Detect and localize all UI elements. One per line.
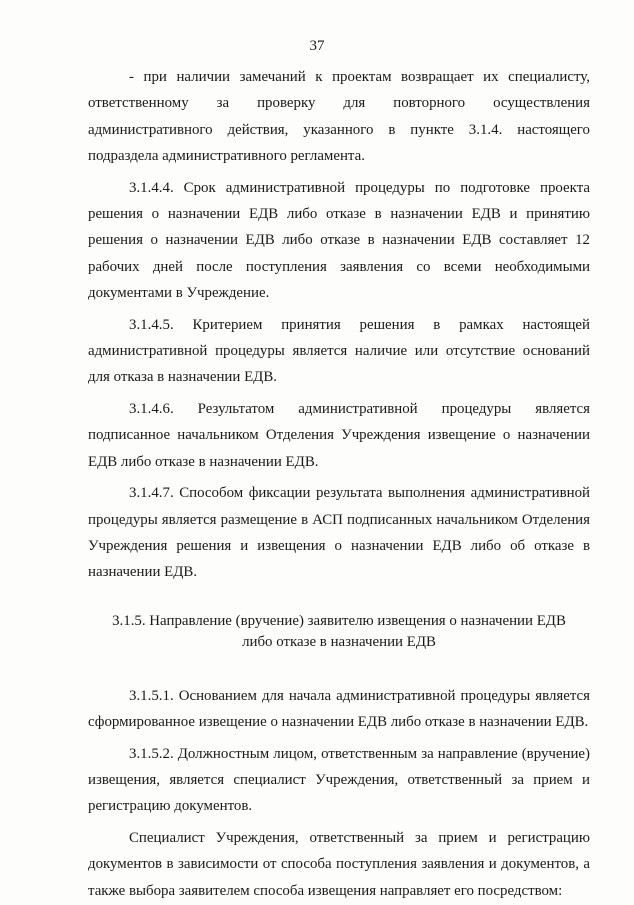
paragraph-3-1-5-1: 3.1.5.1. Основанием для начала административной процедуры является сформированное извещение о назначении ЕДВ либо отказе в назначении ЕДВ.	[88, 687, 590, 731]
paragraph-3-1-4-5: 3.1.4.5. Критерием принятия решения в рамках настоящей административной процедуры является наличие или отсутствие оснований для отказа в назначении ЕДВ.	[88, 316, 590, 386]
paragraph-3-1-4-7: 3.1.4.7. Способом фиксации результата выполнения административной процедуры является размещение в АСП подписанных начальником Отделения Учреждения решения и извещения о назначении ЕДВ либо об отказе в назначении ЕДВ.	[88, 485, 590, 581]
paragraph-3-1-4-6: 3.1.4.6. Результатом административной процедуры является подписанное начальником Отделения Учреждения извещение о назначении ЕДВ либо отказе в назначении ЕДВ.	[88, 400, 590, 470]
paragraph-3-1-4-4: 3.1.4.4. Срок административной процедуры по подготовке проекта решения о назначении ЕДВ либо отказе в назначении ЕДВ и принятию решения о назначении ЕДВ либо отказе в назначении ЕДВ составляет 12 рабочих дней после поступления заявления со всеми необходимыми документами в Учреждение.	[88, 179, 590, 302]
paragraph-specialist: Специалист Учреждения, ответственный за прием и регистрацию документов в зависимости от способа поступления заявления и документов, а также выбора заявителем способа извещения направляет его посредством:	[88, 829, 590, 899]
section-title-line-2: либо отказе в назначении ЕДВ	[242, 634, 436, 651]
document-body	[88, 64, 590, 904]
section-spacer	[88, 654, 590, 683]
section-spacer	[88, 586, 590, 611]
section-title-line-1: 3.1.5. Направление (вручение) заявителю извещения о назначении ЕДВ	[112, 612, 566, 629]
paragraph-3-1-5-2: 3.1.5.2. Должностным лицом, ответственным за направление (вручение) извещения, является специалист Учреждения, ответственный за прием и регистрацию документов.	[88, 745, 590, 815]
paragraph-remarks-return: - при наличии замечаний к проектам возвращает их специалисту, ответственному за проверку для повторного осуществления административного действия, указанного в пункте 3.1.4. настоящего подраздела административного регламента.	[88, 69, 590, 165]
page-number: 37	[309, 38, 325, 54]
section-heading	[88, 611, 590, 654]
